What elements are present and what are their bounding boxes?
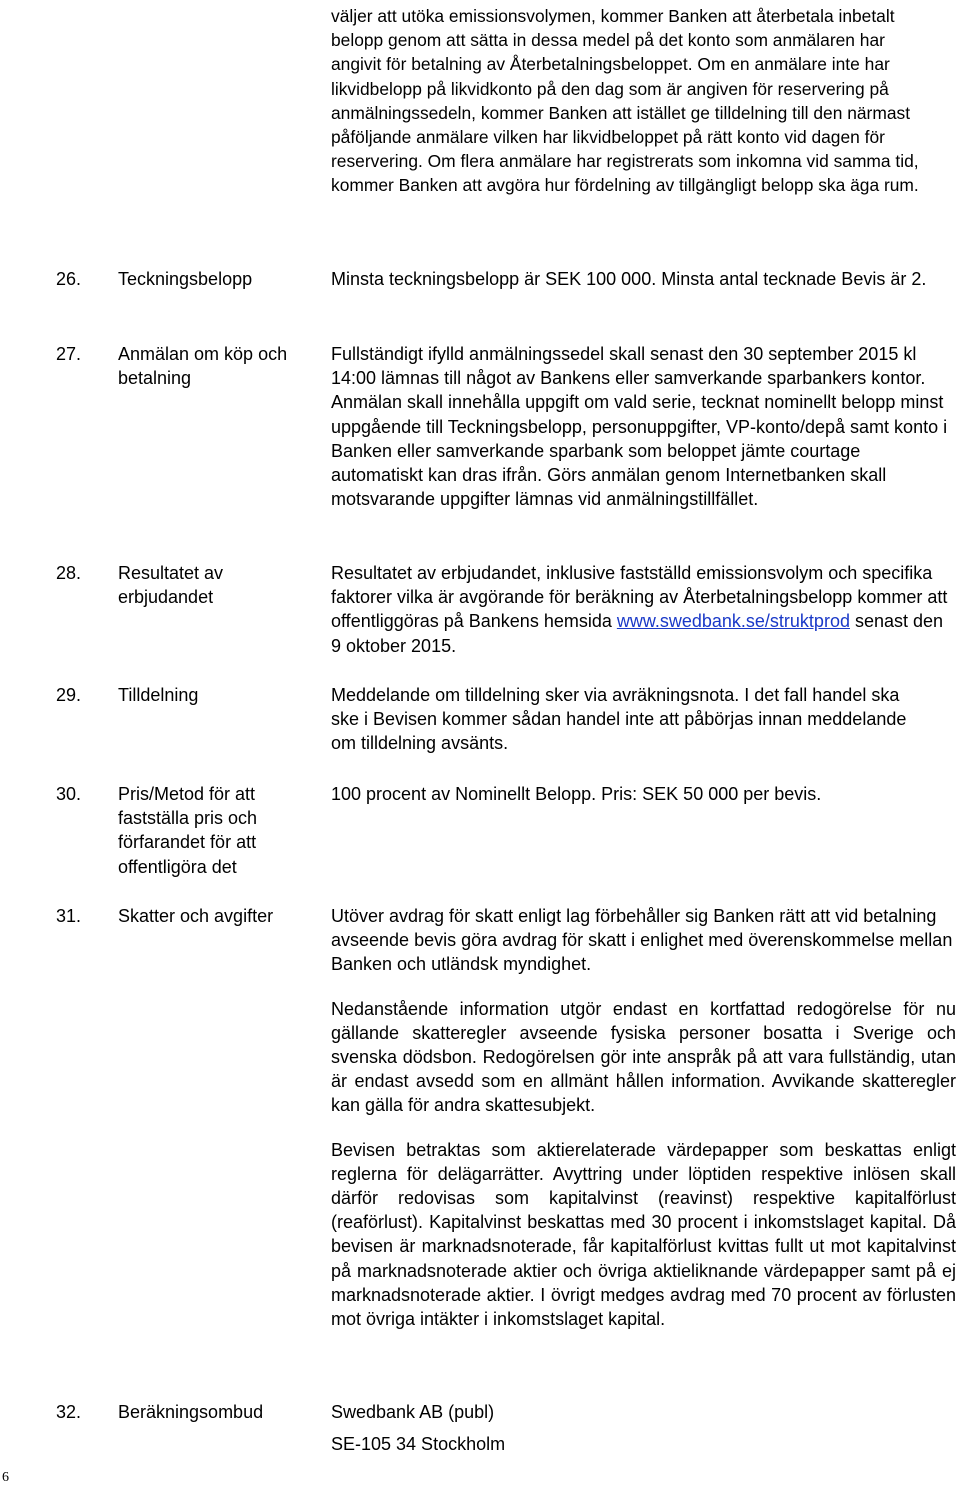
section-number: 27. — [56, 344, 82, 364]
section-label: Beräkningsombud — [118, 1402, 264, 1422]
agent-name: Swedbank AB (publ) — [331, 1402, 495, 1422]
section-text: Fullständigt ifylld anmälningssedel skall senast den 30 september 2015 kl 14:00 lämnas till något av Bankens eller samverkande sparbankers kontor. Anmälan skall innehålla uppgift om vald serie, tecknat nominellt belopp minst uppgående till Teckningsbelopp, personuppgifter, VP-konto/depå samt konto i Banken eller samverkande sparbank som beloppet jämte courtage automatiskt kan dras ifrån. Görs anmälan genom Internetbanken skall motsvarande uppgifter lämnas vid anmälningstillfället. — [331, 344, 948, 510]
section-label: Pris/Metod för att fastställa pris och förfarandet för att offentligöra det — [118, 784, 258, 877]
section-text — [331, 904, 956, 1331]
section-text-start: Resultatet av erbjudandet, inklusive fastställd emissionsvolym och specifika faktorer vilka är avgörande för beräkning av Återbetalningsbelopp kommer att offentliggöras på Bankens hemsida — [331, 563, 948, 632]
intro-paragraph: väljer att utöka emissionsvolymen, kommer Banken att återbetala inbetalt belopp genom att sätta in dessa medel på det konto som anmälaren har angivit för betalning av Återbetalningsbeloppet. Om en anmälare inte har likvidbelopp på likvidkonto på den dag som är angiven för reservering på anmälningssedeln, kommer Banken att istället ge tilldelning till den närmast påföljande anmälare vilken har likvidbeloppet på rätt konto vid dagen för reservering. Om flera anmälare har registrerats som inkomna vid samma tid, kommer Banken att avgöra hur fördelning av tillgängligt belopp ska äga rum. — [331, 6, 919, 196]
section-number: 28. — [56, 563, 82, 583]
section-label: Tilldelning — [118, 685, 199, 705]
section-label: Skatter och avgifter — [118, 906, 274, 926]
section-text — [331, 561, 956, 658]
section-number: 26. — [56, 269, 82, 289]
swedbank-link[interactable]: www.swedbank.se/struktprod — [616, 611, 850, 632]
tax-paragraph-2: Nedanstående information utgör endast en kortfattad redogörelse för nu gällande skatteregler avseende fysiska personer bosatta i Sverige och svenska dödsbon. Redogörelsen gör inte anspråk på att vara fullständig, utan är endast avsedd som en allmänt hållen information. Avvikande skatteregler kan gälla för andra skattesubjekt. — [331, 998, 956, 1116]
section-label: Teckningsbelopp — [118, 269, 253, 289]
section-number: 30. — [56, 784, 82, 804]
section-label: Resultatet av erbjudandet — [118, 563, 224, 608]
tax-paragraph-3: Bevisen betraktas som aktierelaterade värdepapper som beskattas enligt reglerna för delägarrätter. Avyttring under löptiden respektive inlösen skall därför redovisas som kapitalvinst (reavinst) respektive kapitalförlust (reaförlust). Kapitalvinst beskattas med 30 procent i inkomstslaget kapital. Då bevisen är marknadsnoterade, får kapitalförlust kvittas fullt ut mot kapitalvinst på marknadsnoterade aktier och övriga aktieliknande värdepapper samt på ej marknadsnoterade aktier. I övrigt medges avdrag med 70 procent av förlusten mot övriga intäkter i inkomstslaget kapital. — [331, 1139, 956, 1330]
section-text — [331, 1400, 931, 1456]
tax-paragraph-1: Utöver avdrag för skatt enligt lag förbehåller sig Banken rätt att vid betalning avseende bevis göra avdrag för skatt i enlighet med överenskommelse mellan Banken och utländsk myndighet. — [331, 906, 953, 975]
section-text: Minsta teckningsbelopp är SEK 100 000. Minsta antal tecknade Bevis är 2. — [331, 269, 927, 289]
page-number: 6 — [2, 1470, 9, 1485]
section-text: 100 procent av Nominellt Belopp. Pris: SEK 50 000 per bevis. — [331, 784, 822, 804]
agent-address: SE-105 34 Stockholm — [331, 1434, 506, 1455]
section-number: 29. — [56, 685, 82, 705]
section-text: Meddelande om tilldelning sker via avräkningsnota. I det fall handel ska ske i Bevisen kommer sådan handel inte att påbörjas innan meddelande om tilldelning avsänts. — [331, 685, 907, 754]
section-number: 32. — [56, 1402, 82, 1422]
section-number: 31. — [56, 906, 82, 926]
section-text-end: senast den 9 oktober 2015. — [331, 611, 944, 656]
section-label: Anmälan om köp och betalning — [118, 344, 288, 389]
